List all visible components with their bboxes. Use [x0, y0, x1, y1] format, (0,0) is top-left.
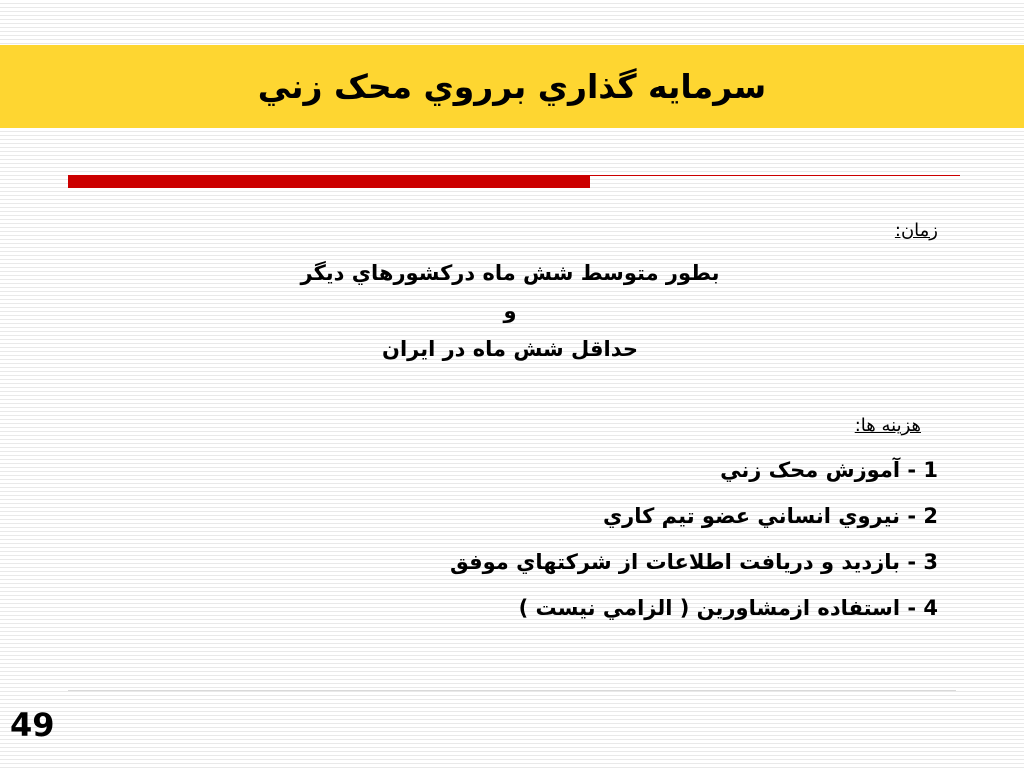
- red-accent-bar: [68, 175, 590, 188]
- time-text-block: [260, 254, 760, 368]
- time-line: بطور متوسط شش ماه درکشورهاي ديگر: [300, 261, 720, 285]
- slide-title: سرمايه گذاري برروي محک زني: [257, 67, 767, 106]
- title-band: [0, 45, 1024, 128]
- cost-item: 2 - نیروي انساني عضو تیم کاري: [602, 504, 938, 528]
- costs-label: هزینه ها:: [854, 415, 921, 436]
- bottom-divider-line: [68, 690, 956, 691]
- cost-item: 1 - آموزش محک زني: [720, 458, 938, 482]
- cost-item: 3 - بازدید و دریافت اطلاعات از شرکتهاي موفق: [449, 550, 938, 574]
- cost-list: [378, 452, 938, 636]
- time-line: و: [503, 299, 517, 323]
- time-label: زمان:: [894, 220, 938, 241]
- page-number: 49: [10, 706, 55, 744]
- cost-item: 4 - استفاده ازمشاورين ( الزامي نيست ): [518, 596, 938, 620]
- accent-divider-line: [590, 175, 960, 176]
- time-line: حداقل شش ماه در ایران: [382, 337, 638, 361]
